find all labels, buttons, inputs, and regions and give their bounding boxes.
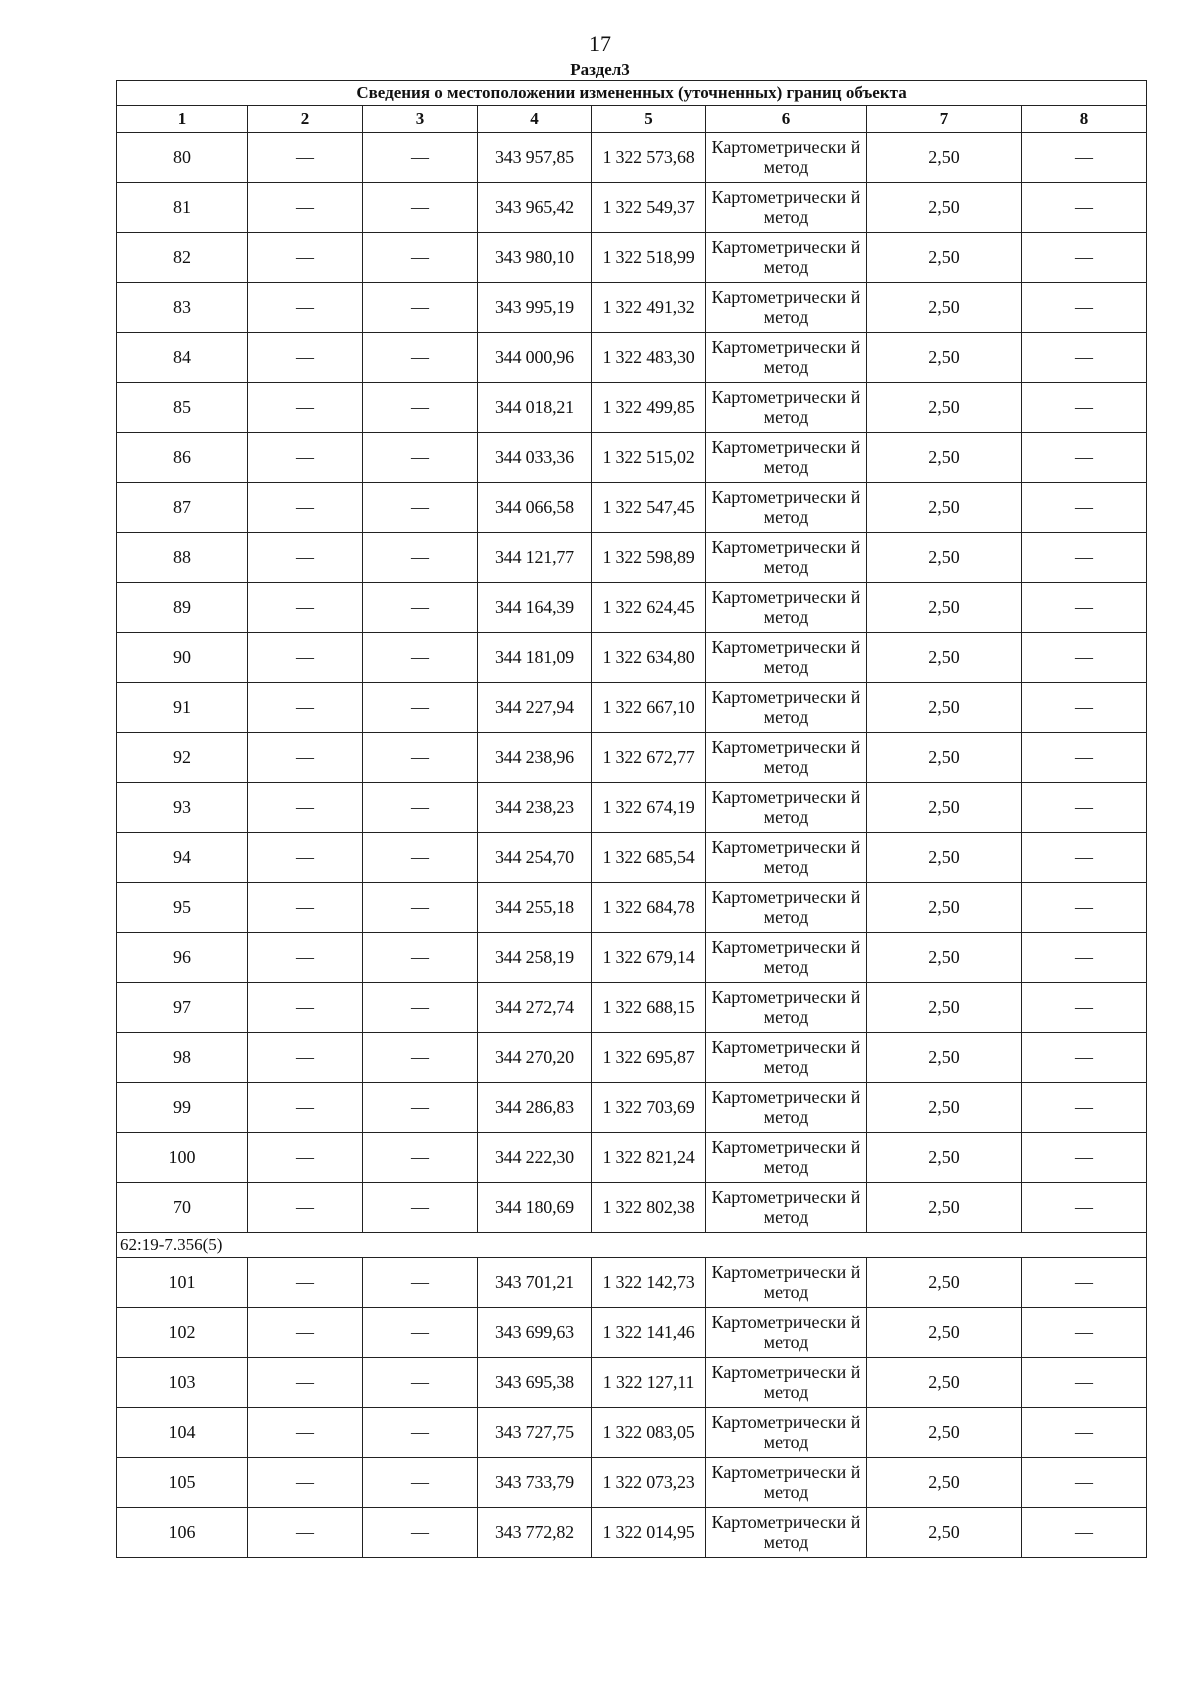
column-8-cell: — (1022, 833, 1147, 883)
method-cell: Картометрически й метод (706, 833, 867, 883)
x-coordinate-cell: 343 727,75 (478, 1408, 592, 1458)
table-row (117, 533, 1147, 583)
column-3-cell: — (363, 1083, 478, 1133)
x-coordinate-cell: 344 066,58 (478, 483, 592, 533)
column-8-cell: — (1022, 433, 1147, 483)
point-number-cell: 91 (117, 683, 248, 733)
point-number-cell: 70 (117, 1183, 248, 1233)
y-coordinate-cell: 1 322 703,69 (592, 1083, 706, 1133)
x-coordinate-cell: 343 701,21 (478, 1258, 592, 1308)
method-cell: Картометрически й метод (706, 933, 867, 983)
method-cell: Картометрически й метод (706, 683, 867, 733)
column-3-cell: — (363, 1258, 478, 1308)
table-row (117, 183, 1147, 233)
y-coordinate-cell: 1 322 141,46 (592, 1308, 706, 1358)
accuracy-cell: 2,50 (867, 1308, 1022, 1358)
y-coordinate-cell: 1 322 127,11 (592, 1358, 706, 1408)
column-3-cell: — (363, 1308, 478, 1358)
column-3-cell: — (363, 1133, 478, 1183)
x-coordinate-cell: 344 222,30 (478, 1133, 592, 1183)
table-row (117, 333, 1147, 383)
column-2-cell: — (248, 1033, 363, 1083)
column-8-cell: — (1022, 1408, 1147, 1458)
method-cell: Картометрически й метод (706, 1508, 867, 1558)
point-number-cell: 95 (117, 883, 248, 933)
column-3-cell: — (363, 283, 478, 333)
table-row (117, 1458, 1147, 1508)
table-row (117, 1308, 1147, 1358)
column-3-cell: — (363, 533, 478, 583)
method-cell: Картометрически й метод (706, 1033, 867, 1083)
column-number: 7 (867, 106, 1022, 133)
accuracy-cell: 2,50 (867, 883, 1022, 933)
accuracy-cell: 2,50 (867, 583, 1022, 633)
accuracy-cell: 2,50 (867, 983, 1022, 1033)
column-8-cell: — (1022, 1508, 1147, 1558)
x-coordinate-cell: 343 695,38 (478, 1358, 592, 1408)
column-number: 1 (117, 106, 248, 133)
column-2-cell: — (248, 383, 363, 433)
table-body (117, 81, 1147, 1558)
table-row (117, 233, 1147, 283)
column-number: 4 (478, 106, 592, 133)
column-8-cell: — (1022, 783, 1147, 833)
method-cell: Картометрически й метод (706, 583, 867, 633)
y-coordinate-cell: 1 322 515,02 (592, 433, 706, 483)
method-cell: Картометрически й метод (706, 1458, 867, 1508)
y-coordinate-cell: 1 322 547,45 (592, 483, 706, 533)
x-coordinate-cell: 343 965,42 (478, 183, 592, 233)
accuracy-cell: 2,50 (867, 233, 1022, 283)
method-cell: Картометрически й метод (706, 1083, 867, 1133)
y-coordinate-cell: 1 322 695,87 (592, 1033, 706, 1083)
method-cell: Картометрически й метод (706, 1183, 867, 1233)
accuracy-cell: 2,50 (867, 933, 1022, 983)
y-coordinate-cell: 1 322 491,32 (592, 283, 706, 333)
y-coordinate-cell: 1 322 573,68 (592, 133, 706, 183)
column-2-cell: — (248, 1408, 363, 1458)
method-cell: Картометрически й метод (706, 283, 867, 333)
section-title: Раздел3 (570, 60, 630, 79)
column-2-cell: — (248, 1133, 363, 1183)
accuracy-cell: 2,50 (867, 633, 1022, 683)
table-row (117, 1408, 1147, 1458)
table-row (117, 133, 1147, 183)
accuracy-cell: 2,50 (867, 833, 1022, 883)
group-label: 62:19-7.356(5) (117, 1233, 1147, 1258)
y-coordinate-cell: 1 322 142,73 (592, 1258, 706, 1308)
accuracy-cell: 2,50 (867, 1033, 1022, 1083)
column-2-cell: — (248, 1458, 363, 1508)
column-2-cell: — (248, 1308, 363, 1358)
column-number: 2 (248, 106, 363, 133)
x-coordinate-cell: 343 733,79 (478, 1458, 592, 1508)
column-2-cell: — (248, 1258, 363, 1308)
column-3-cell: — (363, 983, 478, 1033)
y-coordinate-cell: 1 322 598,89 (592, 533, 706, 583)
point-number-cell: 86 (117, 433, 248, 483)
accuracy-cell: 2,50 (867, 383, 1022, 433)
point-number-cell: 81 (117, 183, 248, 233)
y-coordinate-cell: 1 322 821,24 (592, 1133, 706, 1183)
column-3-cell: — (363, 1408, 478, 1458)
column-2-cell: — (248, 183, 363, 233)
method-cell: Картометрически й метод (706, 733, 867, 783)
column-8-cell: — (1022, 883, 1147, 933)
x-coordinate-cell: 344 255,18 (478, 883, 592, 933)
column-8-cell: — (1022, 583, 1147, 633)
column-number-row (117, 106, 1147, 133)
point-number-cell: 83 (117, 283, 248, 333)
y-coordinate-cell: 1 322 083,05 (592, 1408, 706, 1458)
method-cell: Картометрически й метод (706, 183, 867, 233)
y-coordinate-cell: 1 322 499,85 (592, 383, 706, 433)
column-8-cell: — (1022, 1133, 1147, 1183)
x-coordinate-cell: 344 000,96 (478, 333, 592, 383)
y-coordinate-cell: 1 322 672,77 (592, 733, 706, 783)
accuracy-cell: 2,50 (867, 433, 1022, 483)
column-8-cell: — (1022, 383, 1147, 433)
point-number-cell: 84 (117, 333, 248, 383)
accuracy-cell: 2,50 (867, 1258, 1022, 1308)
table-row (117, 283, 1147, 333)
column-2-cell: — (248, 1083, 363, 1133)
x-coordinate-cell: 343 699,63 (478, 1308, 592, 1358)
column-8-cell: — (1022, 933, 1147, 983)
table-row (117, 483, 1147, 533)
accuracy-cell: 2,50 (867, 1133, 1022, 1183)
column-8-cell: — (1022, 283, 1147, 333)
column-3-cell: — (363, 733, 478, 783)
column-3-cell: — (363, 183, 478, 233)
column-number: 6 (706, 106, 867, 133)
column-number: 8 (1022, 106, 1147, 133)
column-2-cell: — (248, 133, 363, 183)
y-coordinate-cell: 1 322 634,80 (592, 633, 706, 683)
method-cell: Картометрически й метод (706, 1408, 867, 1458)
column-2-cell: — (248, 983, 363, 1033)
table-row (117, 933, 1147, 983)
x-coordinate-cell: 344 270,20 (478, 1033, 592, 1083)
column-2-cell: — (248, 233, 363, 283)
point-number-cell: 90 (117, 633, 248, 683)
point-number-cell: 102 (117, 1308, 248, 1358)
column-2-cell: — (248, 883, 363, 933)
column-3-cell: — (363, 333, 478, 383)
table-row (117, 1358, 1147, 1408)
accuracy-cell: 2,50 (867, 483, 1022, 533)
column-2-cell: — (248, 533, 363, 583)
column-8-cell: — (1022, 233, 1147, 283)
column-8-cell: — (1022, 533, 1147, 583)
point-number-cell: 97 (117, 983, 248, 1033)
table-row (117, 1508, 1147, 1558)
column-2-cell: — (248, 633, 363, 683)
accuracy-cell: 2,50 (867, 133, 1022, 183)
accuracy-cell: 2,50 (867, 1183, 1022, 1233)
x-coordinate-cell: 343 995,19 (478, 283, 592, 333)
accuracy-cell: 2,50 (867, 783, 1022, 833)
table-row (117, 983, 1147, 1033)
column-8-cell: — (1022, 183, 1147, 233)
column-8-cell: — (1022, 1258, 1147, 1308)
method-cell: Картометрически й метод (706, 633, 867, 683)
accuracy-cell: 2,50 (867, 1358, 1022, 1408)
x-coordinate-cell: 344 164,39 (478, 583, 592, 633)
point-number-cell: 92 (117, 733, 248, 783)
column-8-cell: — (1022, 683, 1147, 733)
table-row (117, 633, 1147, 683)
column-2-cell: — (248, 1358, 363, 1408)
x-coordinate-cell: 344 258,19 (478, 933, 592, 983)
column-3-cell: — (363, 1183, 478, 1233)
column-2-cell: — (248, 283, 363, 333)
column-3-cell: — (363, 633, 478, 683)
method-cell: Картометрически й метод (706, 783, 867, 833)
column-8-cell: — (1022, 733, 1147, 783)
accuracy-cell: 2,50 (867, 1458, 1022, 1508)
method-cell: Картометрически й метод (706, 533, 867, 583)
accuracy-cell: 2,50 (867, 1408, 1022, 1458)
point-number-cell: 87 (117, 483, 248, 533)
y-coordinate-cell: 1 322 802,38 (592, 1183, 706, 1233)
column-2-cell: — (248, 1508, 363, 1558)
group-row (117, 1233, 1147, 1258)
column-8-cell: — (1022, 133, 1147, 183)
column-2-cell: — (248, 833, 363, 883)
point-number-cell: 103 (117, 1358, 248, 1408)
x-coordinate-cell: 344 033,36 (478, 433, 592, 483)
column-8-cell: — (1022, 1458, 1147, 1508)
table-row (117, 833, 1147, 883)
column-3-cell: — (363, 883, 478, 933)
column-2-cell: — (248, 683, 363, 733)
x-coordinate-cell: 344 238,23 (478, 783, 592, 833)
column-2-cell: — (248, 783, 363, 833)
boundary-coordinates-table (116, 80, 1147, 1558)
accuracy-cell: 2,50 (867, 533, 1022, 583)
x-coordinate-cell: 344 227,94 (478, 683, 592, 733)
column-3-cell: — (363, 1358, 478, 1408)
column-3-cell: — (363, 683, 478, 733)
column-3-cell: — (363, 783, 478, 833)
table-caption: Сведения о местоположении измененных (уточненных) границ объекта (117, 81, 1147, 106)
y-coordinate-cell: 1 322 685,54 (592, 833, 706, 883)
x-coordinate-cell: 344 121,77 (478, 533, 592, 583)
table-row (117, 433, 1147, 483)
table-row (117, 1083, 1147, 1133)
y-coordinate-cell: 1 322 483,30 (592, 333, 706, 383)
x-coordinate-cell: 343 772,82 (478, 1508, 592, 1558)
accuracy-cell: 2,50 (867, 733, 1022, 783)
column-8-cell: — (1022, 983, 1147, 1033)
column-2-cell: — (248, 933, 363, 983)
table-row (117, 883, 1147, 933)
method-cell: Картометрически й метод (706, 1258, 867, 1308)
table-row (117, 1133, 1147, 1183)
table-row (117, 583, 1147, 633)
point-number-cell: 89 (117, 583, 248, 633)
method-cell: Картометрически й метод (706, 433, 867, 483)
column-2-cell: — (248, 433, 363, 483)
point-number-cell: 96 (117, 933, 248, 983)
method-cell: Картометрически й метод (706, 233, 867, 283)
accuracy-cell: 2,50 (867, 683, 1022, 733)
y-coordinate-cell: 1 322 667,10 (592, 683, 706, 733)
y-coordinate-cell: 1 322 073,23 (592, 1458, 706, 1508)
page-number: 17 (589, 31, 611, 56)
y-coordinate-cell: 1 322 518,99 (592, 233, 706, 283)
table-row (117, 1033, 1147, 1083)
point-number-cell: 85 (117, 383, 248, 433)
x-coordinate-cell: 343 957,85 (478, 133, 592, 183)
x-coordinate-cell: 343 980,10 (478, 233, 592, 283)
x-coordinate-cell: 344 181,09 (478, 633, 592, 683)
column-8-cell: — (1022, 333, 1147, 383)
column-8-cell: — (1022, 1083, 1147, 1133)
point-number-cell: 93 (117, 783, 248, 833)
method-cell: Картометрически й метод (706, 383, 867, 433)
y-coordinate-cell: 1 322 679,14 (592, 933, 706, 983)
y-coordinate-cell: 1 322 549,37 (592, 183, 706, 233)
x-coordinate-cell: 344 238,96 (478, 733, 592, 783)
column-8-cell: — (1022, 1308, 1147, 1358)
point-number-cell: 104 (117, 1408, 248, 1458)
table-row (117, 783, 1147, 833)
point-number-cell: 82 (117, 233, 248, 283)
column-2-cell: — (248, 583, 363, 633)
method-cell: Картометрически й метод (706, 883, 867, 933)
method-cell: Картометрически й метод (706, 1358, 867, 1408)
x-coordinate-cell: 344 272,74 (478, 983, 592, 1033)
column-number: 5 (592, 106, 706, 133)
column-3-cell: — (363, 133, 478, 183)
table-row (117, 733, 1147, 783)
x-coordinate-cell: 344 018,21 (478, 383, 592, 433)
table-row (117, 1183, 1147, 1233)
column-3-cell: — (363, 1033, 478, 1083)
point-number-cell: 80 (117, 133, 248, 183)
column-8-cell: — (1022, 1033, 1147, 1083)
y-coordinate-cell: 1 322 624,45 (592, 583, 706, 633)
x-coordinate-cell: 344 180,69 (478, 1183, 592, 1233)
method-cell: Картометрически й метод (706, 483, 867, 533)
table-row (117, 683, 1147, 733)
y-coordinate-cell: 1 322 014,95 (592, 1508, 706, 1558)
point-number-cell: 99 (117, 1083, 248, 1133)
y-coordinate-cell: 1 322 688,15 (592, 983, 706, 1033)
method-cell: Картометрически й метод (706, 983, 867, 1033)
accuracy-cell: 2,50 (867, 1083, 1022, 1133)
accuracy-cell: 2,50 (867, 1508, 1022, 1558)
table-row (117, 383, 1147, 433)
column-3-cell: — (363, 433, 478, 483)
method-cell: Картометрически й метод (706, 333, 867, 383)
method-cell: Картометрически й метод (706, 133, 867, 183)
column-3-cell: — (363, 1508, 478, 1558)
column-3-cell: — (363, 933, 478, 983)
y-coordinate-cell: 1 322 674,19 (592, 783, 706, 833)
point-number-cell: 105 (117, 1458, 248, 1508)
column-8-cell: — (1022, 1183, 1147, 1233)
point-number-cell: 94 (117, 833, 248, 883)
column-8-cell: — (1022, 633, 1147, 683)
accuracy-cell: 2,50 (867, 283, 1022, 333)
table-caption-row (117, 81, 1147, 106)
point-number-cell: 106 (117, 1508, 248, 1558)
column-2-cell: — (248, 333, 363, 383)
column-3-cell: — (363, 1458, 478, 1508)
point-number-cell: 100 (117, 1133, 248, 1183)
column-number: 3 (363, 106, 478, 133)
column-8-cell: — (1022, 483, 1147, 533)
column-2-cell: — (248, 1183, 363, 1233)
point-number-cell: 101 (117, 1258, 248, 1308)
column-3-cell: — (363, 583, 478, 633)
accuracy-cell: 2,50 (867, 333, 1022, 383)
column-8-cell: — (1022, 1358, 1147, 1408)
column-2-cell: — (248, 483, 363, 533)
y-coordinate-cell: 1 322 684,78 (592, 883, 706, 933)
column-3-cell: — (363, 483, 478, 533)
x-coordinate-cell: 344 254,70 (478, 833, 592, 883)
column-3-cell: — (363, 833, 478, 883)
x-coordinate-cell: 344 286,83 (478, 1083, 592, 1133)
column-3-cell: — (363, 233, 478, 283)
point-number-cell: 98 (117, 1033, 248, 1083)
method-cell: Картометрически й метод (706, 1308, 867, 1358)
point-number-cell: 88 (117, 533, 248, 583)
column-3-cell: — (363, 383, 478, 433)
table-row (117, 1258, 1147, 1308)
column-2-cell: — (248, 733, 363, 783)
accuracy-cell: 2,50 (867, 183, 1022, 233)
method-cell: Картометрически й метод (706, 1133, 867, 1183)
